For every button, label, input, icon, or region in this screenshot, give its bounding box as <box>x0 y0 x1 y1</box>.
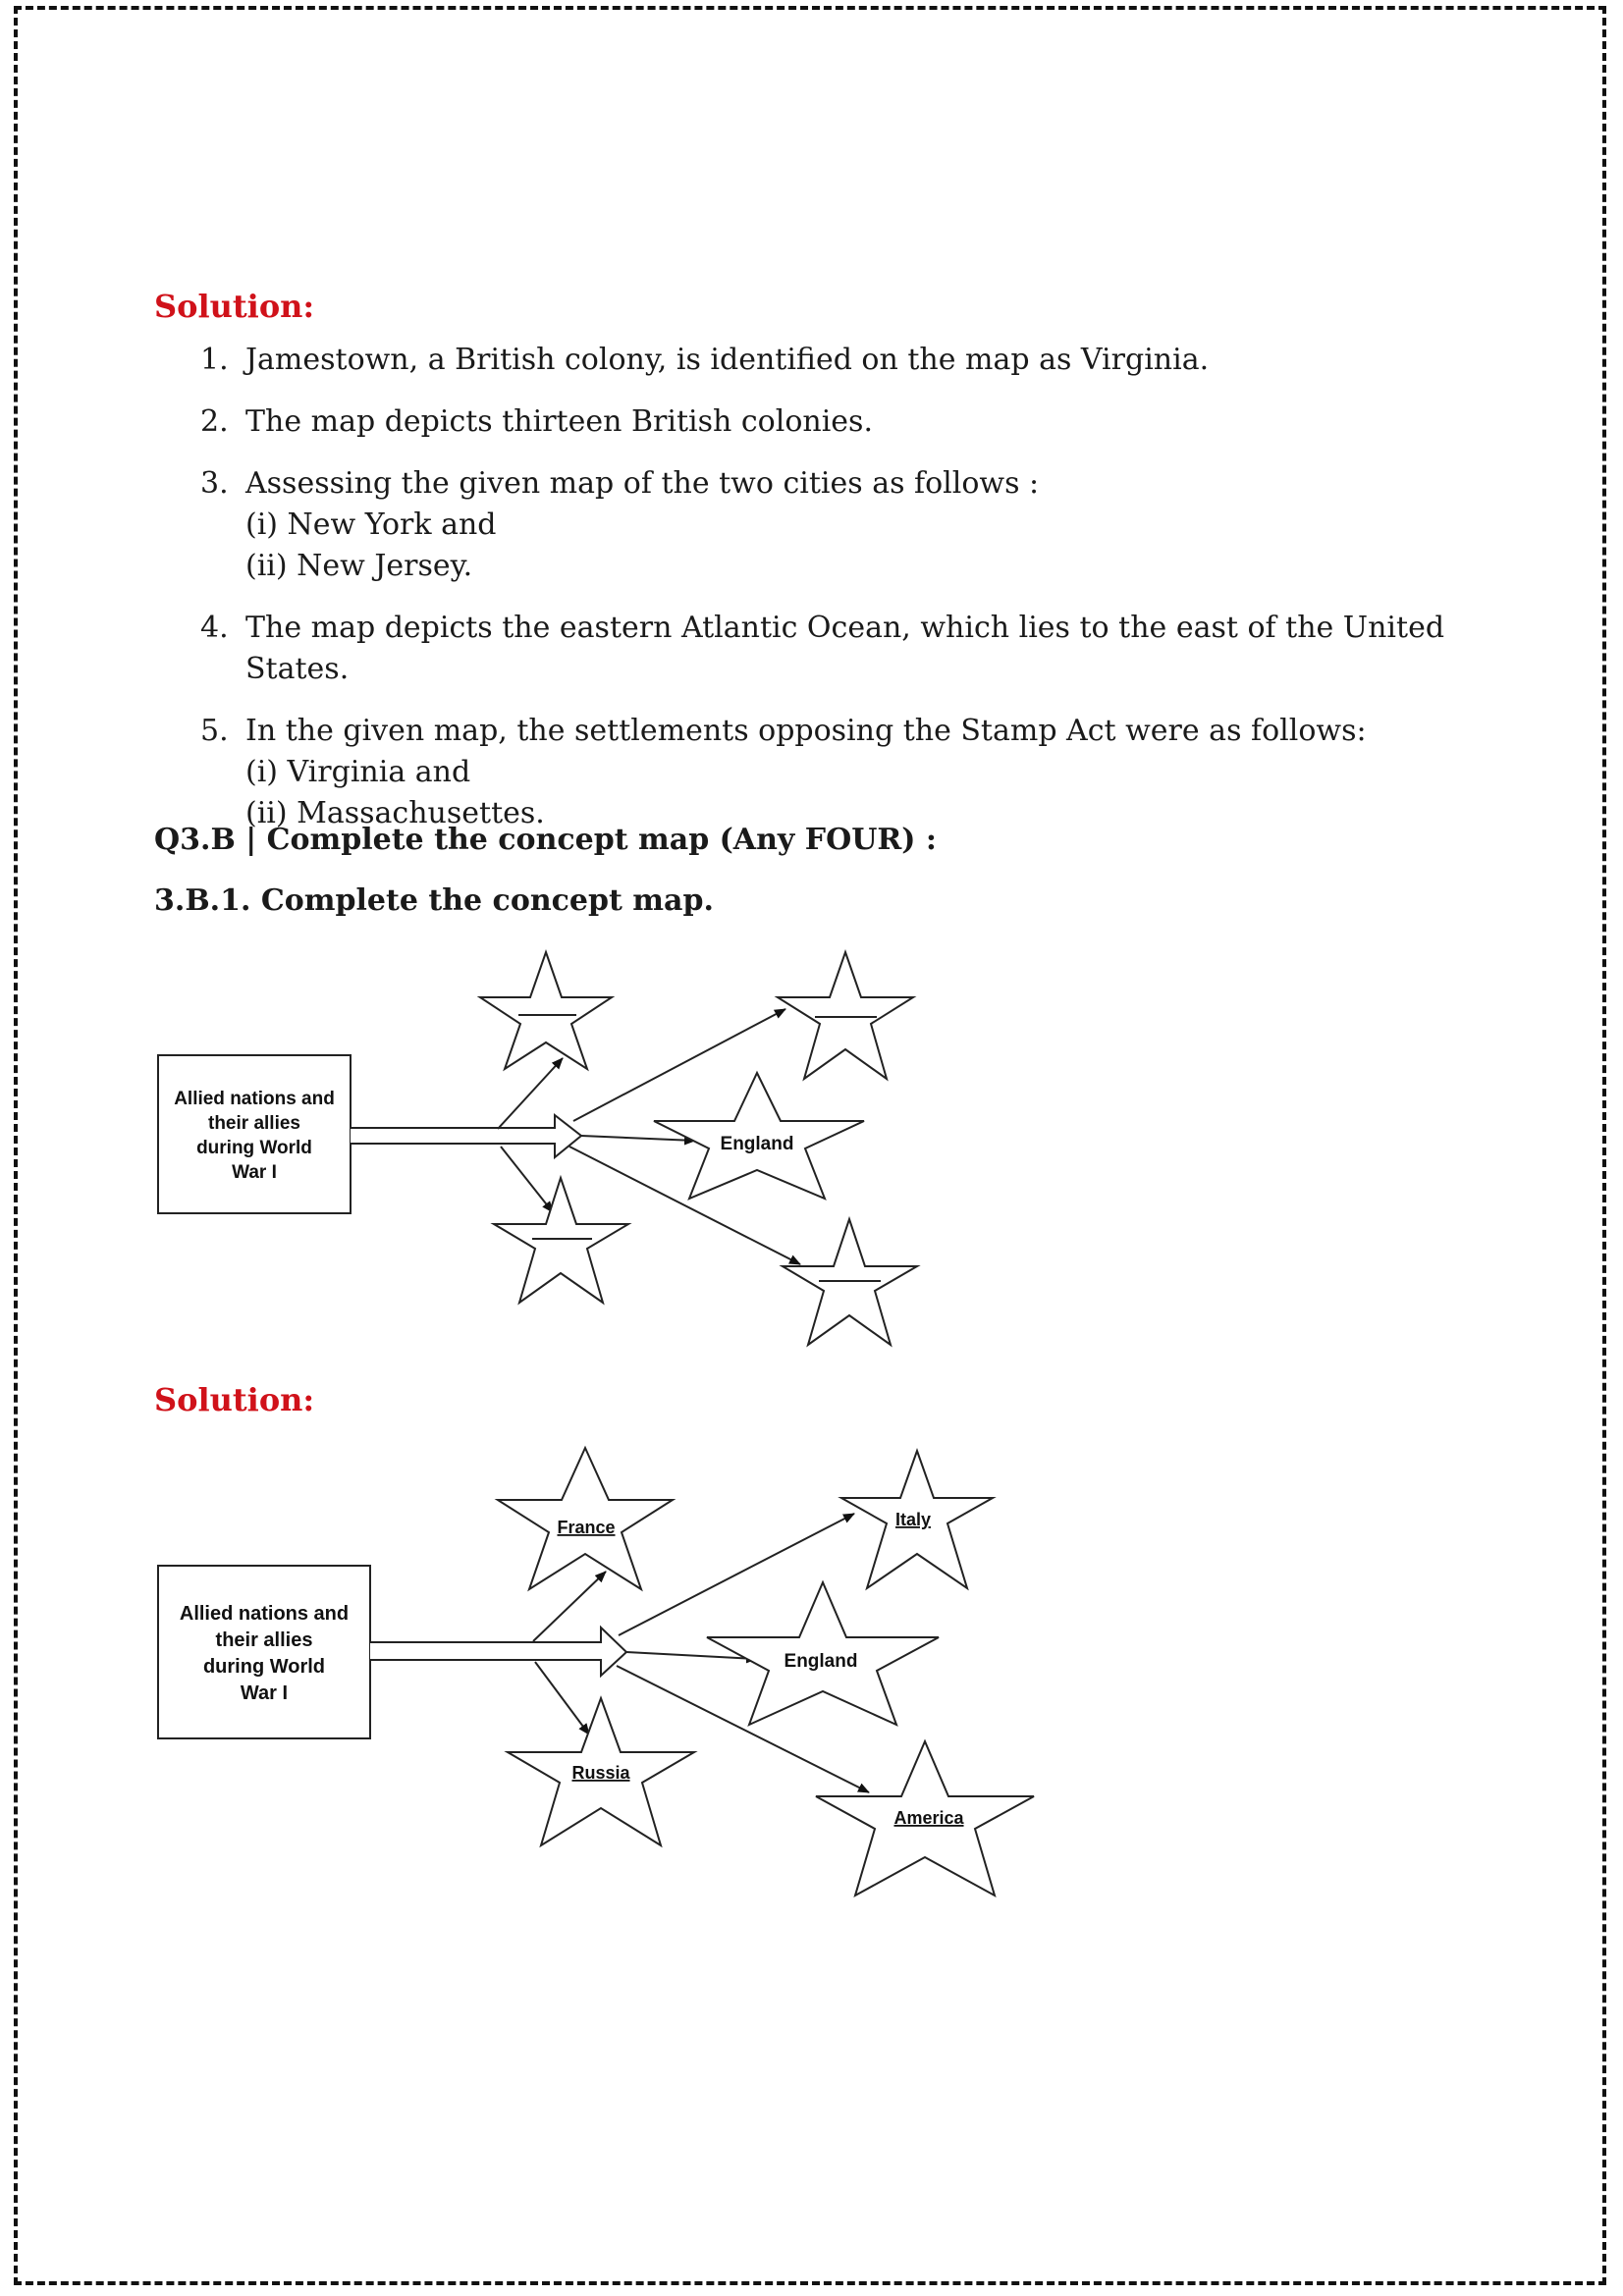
answer-number: 5. <box>200 714 229 748</box>
solution-heading: Solution: <box>154 288 315 325</box>
answer-text: The map depicts the eastern Atlantic Ocean, which lies to the east of the United States. <box>245 611 1445 686</box>
solution-heading: Solution: <box>154 1381 315 1418</box>
concept-box-label: Allied nations and <box>174 1089 335 1109</box>
concept-box-label: War I <box>240 1682 289 1704</box>
answer-number: 3. <box>200 466 229 501</box>
star-label-america: America <box>893 1808 964 1828</box>
concept-box-label: their allies <box>208 1113 300 1134</box>
block-arrow <box>370 1628 626 1676</box>
star-label-england: England <box>784 1651 858 1672</box>
concept-box-label: War I <box>232 1162 277 1183</box>
concept-box-label: during World <box>202 1656 326 1678</box>
connector-arrow <box>533 1572 606 1641</box>
answer-number: 1. <box>200 343 229 377</box>
concept-box-label: Allied nations and <box>179 1603 350 1625</box>
question-heading: Q3.B | Complete the concept map (Any FOUR) : <box>154 823 938 857</box>
answer-text: The map depicts thirteen British colonies. <box>245 404 873 439</box>
answer-subitem: (i) New York and <box>245 507 497 542</box>
star-label-russia: Russia <box>571 1763 630 1783</box>
concept-box-label: during World <box>196 1138 312 1158</box>
sub-question-heading: 3.B.1. Complete the concept map. <box>154 883 714 918</box>
answer-subitem: (ii) New Jersey. <box>245 549 473 583</box>
connector-arrow <box>535 1662 589 1735</box>
answer-subitem: (ii) Massachusettes. <box>245 796 545 830</box>
answer-text: Jamestown, a British colony, is identified on the map as Virginia. <box>245 343 1210 377</box>
concept-box <box>158 1566 370 1738</box>
answer-text: Assessing the given map of the two cities as follows : <box>245 466 1040 501</box>
star-label-england: England <box>720 1134 794 1154</box>
answer-number: 2. <box>200 404 229 439</box>
star-label-france: France <box>557 1518 616 1537</box>
answer-subitem: (i) Virginia and <box>245 755 471 789</box>
answer-text: In the given map, the settlements opposing the Stamp Act were as follows: <box>245 714 1367 748</box>
star-label-italy: Italy <box>894 1510 932 1529</box>
concept-box-label: their allies <box>215 1629 313 1651</box>
answer-number: 4. <box>200 611 229 645</box>
